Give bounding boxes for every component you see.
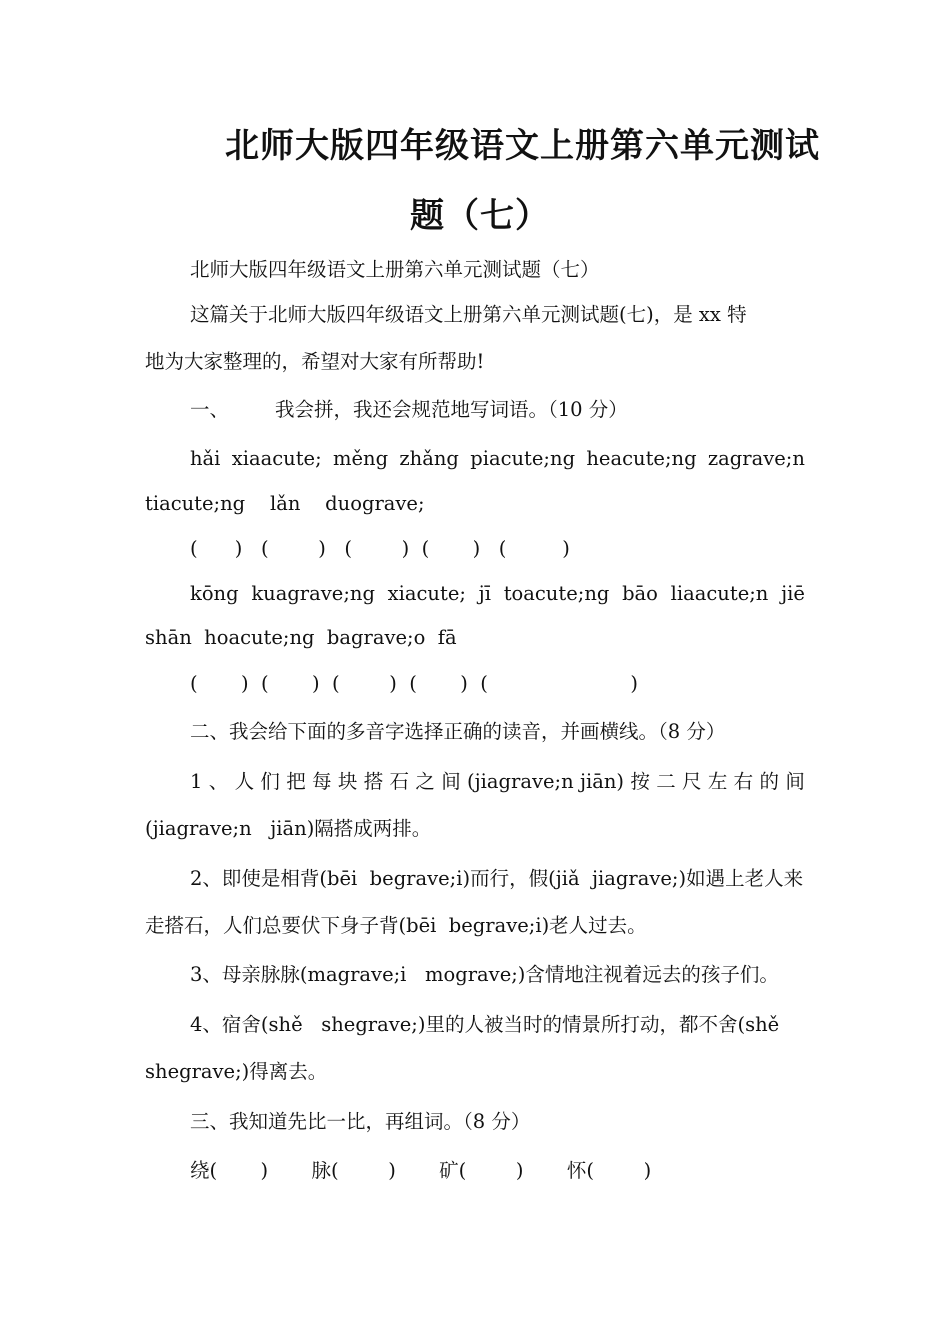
question2-line1: 2、即使是相背(bēi begrave;i)而行，假(jiǎ jiagrave;)如遇上老人来	[190, 867, 804, 890]
q1-token: 、	[208, 770, 229, 793]
section3-items: 绕( ) 脉( ) 矿( ) 怀( )	[190, 1159, 652, 1182]
pinyin-item: zhǎng	[399, 447, 459, 470]
pinyin-item: xiaacute;	[231, 447, 322, 470]
q1-token: 块	[337, 770, 358, 793]
intro-text-1: 这篇关于北师大版四年级语文上册第六单元测试题(七)，是 xx 特	[190, 303, 747, 326]
q1-token: 二	[656, 770, 676, 793]
document-title-line1: 北师大版四年级语文上册第六单元测试	[225, 126, 820, 166]
pinyin-item: jiē	[781, 582, 805, 605]
pinyin-item: bāo	[622, 582, 658, 605]
pinyin-item: piacute;ng	[470, 447, 576, 470]
pinyin-row1-continued: tiacute;ng lǎn duograve;	[145, 492, 425, 515]
question2-line2: 走搭石，人们总要伏下身子背(bēi begrave;i)老人过去。	[145, 914, 647, 937]
subtitle: 北师大版四年级语文上册第六单元测试题（七）	[190, 258, 600, 281]
section3-heading: 三、我知道先比一比，再组词。（8 分）	[190, 1110, 531, 1133]
q1-token: 尺	[682, 770, 702, 793]
pinyin-item: měng	[333, 447, 389, 470]
pinyin-row1	[190, 447, 805, 471]
question1-line2: (jiagrave;n jiān)隔搭成两排。	[145, 817, 432, 840]
q1-token: 间	[785, 770, 805, 793]
q1-token: 把	[286, 770, 306, 793]
document-title-line2: 题（七）	[410, 196, 550, 236]
q1-token: (jiagrave;n	[467, 770, 574, 793]
question1-line1	[190, 770, 805, 794]
q1-token: 们	[260, 770, 280, 793]
pinyin-item: kuagrave;ng	[251, 582, 375, 605]
pinyin-item: kōng	[190, 582, 239, 605]
pinyin-item: zagrave;n	[707, 447, 805, 470]
section2-heading: 二、我会给下面的多音字选择正确的读音，并画横线。（8 分）	[190, 720, 726, 743]
section1-heading	[190, 398, 628, 422]
q1-token: 1	[190, 770, 203, 793]
pinyin-item: liaacute;n	[670, 582, 769, 605]
intro-paragraph-line1	[190, 303, 805, 327]
q1-token: 左	[707, 770, 728, 793]
q1-token: 人	[234, 770, 255, 793]
answer-blanks-row1: ( ) ( ) ( ) ( ) ( )	[190, 537, 570, 560]
pinyin-item: jī	[478, 582, 491, 605]
pinyin-item: toacute;ng	[503, 582, 610, 605]
answer-blanks-row2: ( ) ( ) ( ) ( ) ( )	[190, 672, 638, 695]
q1-token: 间	[441, 770, 461, 793]
pinyin-item: hǎi	[190, 447, 221, 470]
q1-token: jiān)	[579, 770, 625, 793]
q1-token: 每	[312, 770, 332, 793]
section1-number: 一、	[190, 398, 230, 421]
q1-token: 之	[415, 770, 435, 793]
q1-token: 右	[733, 770, 754, 793]
section1-title: 我会拼，我还会规范地写词语。（10 分）	[275, 398, 628, 421]
pinyin-row2	[190, 582, 805, 606]
question3: 3、母亲脉脉(magrave;i mograve;)含情地注视着远去的孩子们。	[190, 963, 779, 986]
pinyin-item: xiacute;	[387, 582, 466, 605]
q1-token: 按	[630, 770, 650, 793]
q1-token: 的	[759, 770, 780, 793]
question4-line2: shegrave;)得离去。	[145, 1060, 328, 1083]
question4-line1: 4、宿舍(shě shegrave;)里的人被当时的情景所打动，都不舍(shě	[190, 1013, 780, 1036]
q1-token: 石	[389, 770, 410, 793]
pinyin-item: heacute;ng	[586, 447, 697, 470]
intro-paragraph-line2: 地为大家整理的，希望对大家有所帮助!	[145, 350, 485, 373]
pinyin-row2-continued: shān hoacute;ng bagrave;o fā	[145, 626, 457, 649]
q1-token: 搭	[363, 770, 384, 793]
